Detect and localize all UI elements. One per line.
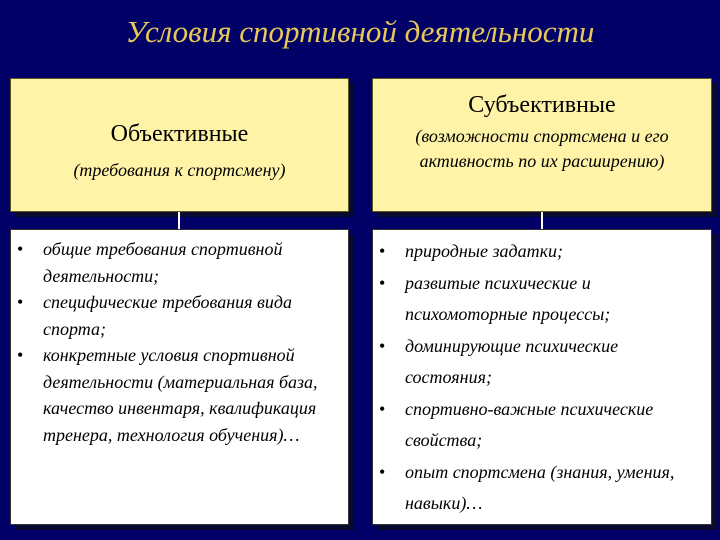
objective-list-box	[10, 229, 349, 525]
list-item: • общие требования спортивной деятельности;	[43, 236, 338, 289]
slide-title: Условия спортивной деятельности	[125, 14, 595, 49]
objective-connector-line	[178, 212, 180, 230]
objective-header-box	[10, 78, 349, 212]
list-item: • конкретные условия спортивной деятельности (материальная база, качество инвентаря, квалификация тренера, технология обучения)…	[43, 342, 338, 448]
objective-heading: Объективные	[110, 121, 249, 147]
list-item: • доминирующие психические состояния;	[405, 331, 703, 394]
subjective-list	[373, 236, 703, 520]
list-item: • опыт спортсмена (знания, умения, навыки)…	[405, 457, 703, 520]
subjective-subheading: (возможности спортсмена и его активность по их расширению)	[415, 126, 669, 171]
subjective-header-box	[372, 78, 712, 212]
objective-subheading: (требования к спортсмену)	[73, 160, 286, 180]
list-item: • природные задатки;	[405, 236, 703, 268]
objective-list	[11, 236, 338, 448]
list-item: • специфические требования вида спорта;	[43, 289, 338, 342]
subjective-connector-line	[541, 212, 543, 230]
subjective-heading: Субъективные	[468, 92, 616, 118]
subjective-list-box	[372, 229, 712, 525]
list-item: • спортивно-важные психические свойства;	[405, 394, 703, 457]
list-item: • развитые психические и психомоторные процессы;	[405, 268, 703, 331]
